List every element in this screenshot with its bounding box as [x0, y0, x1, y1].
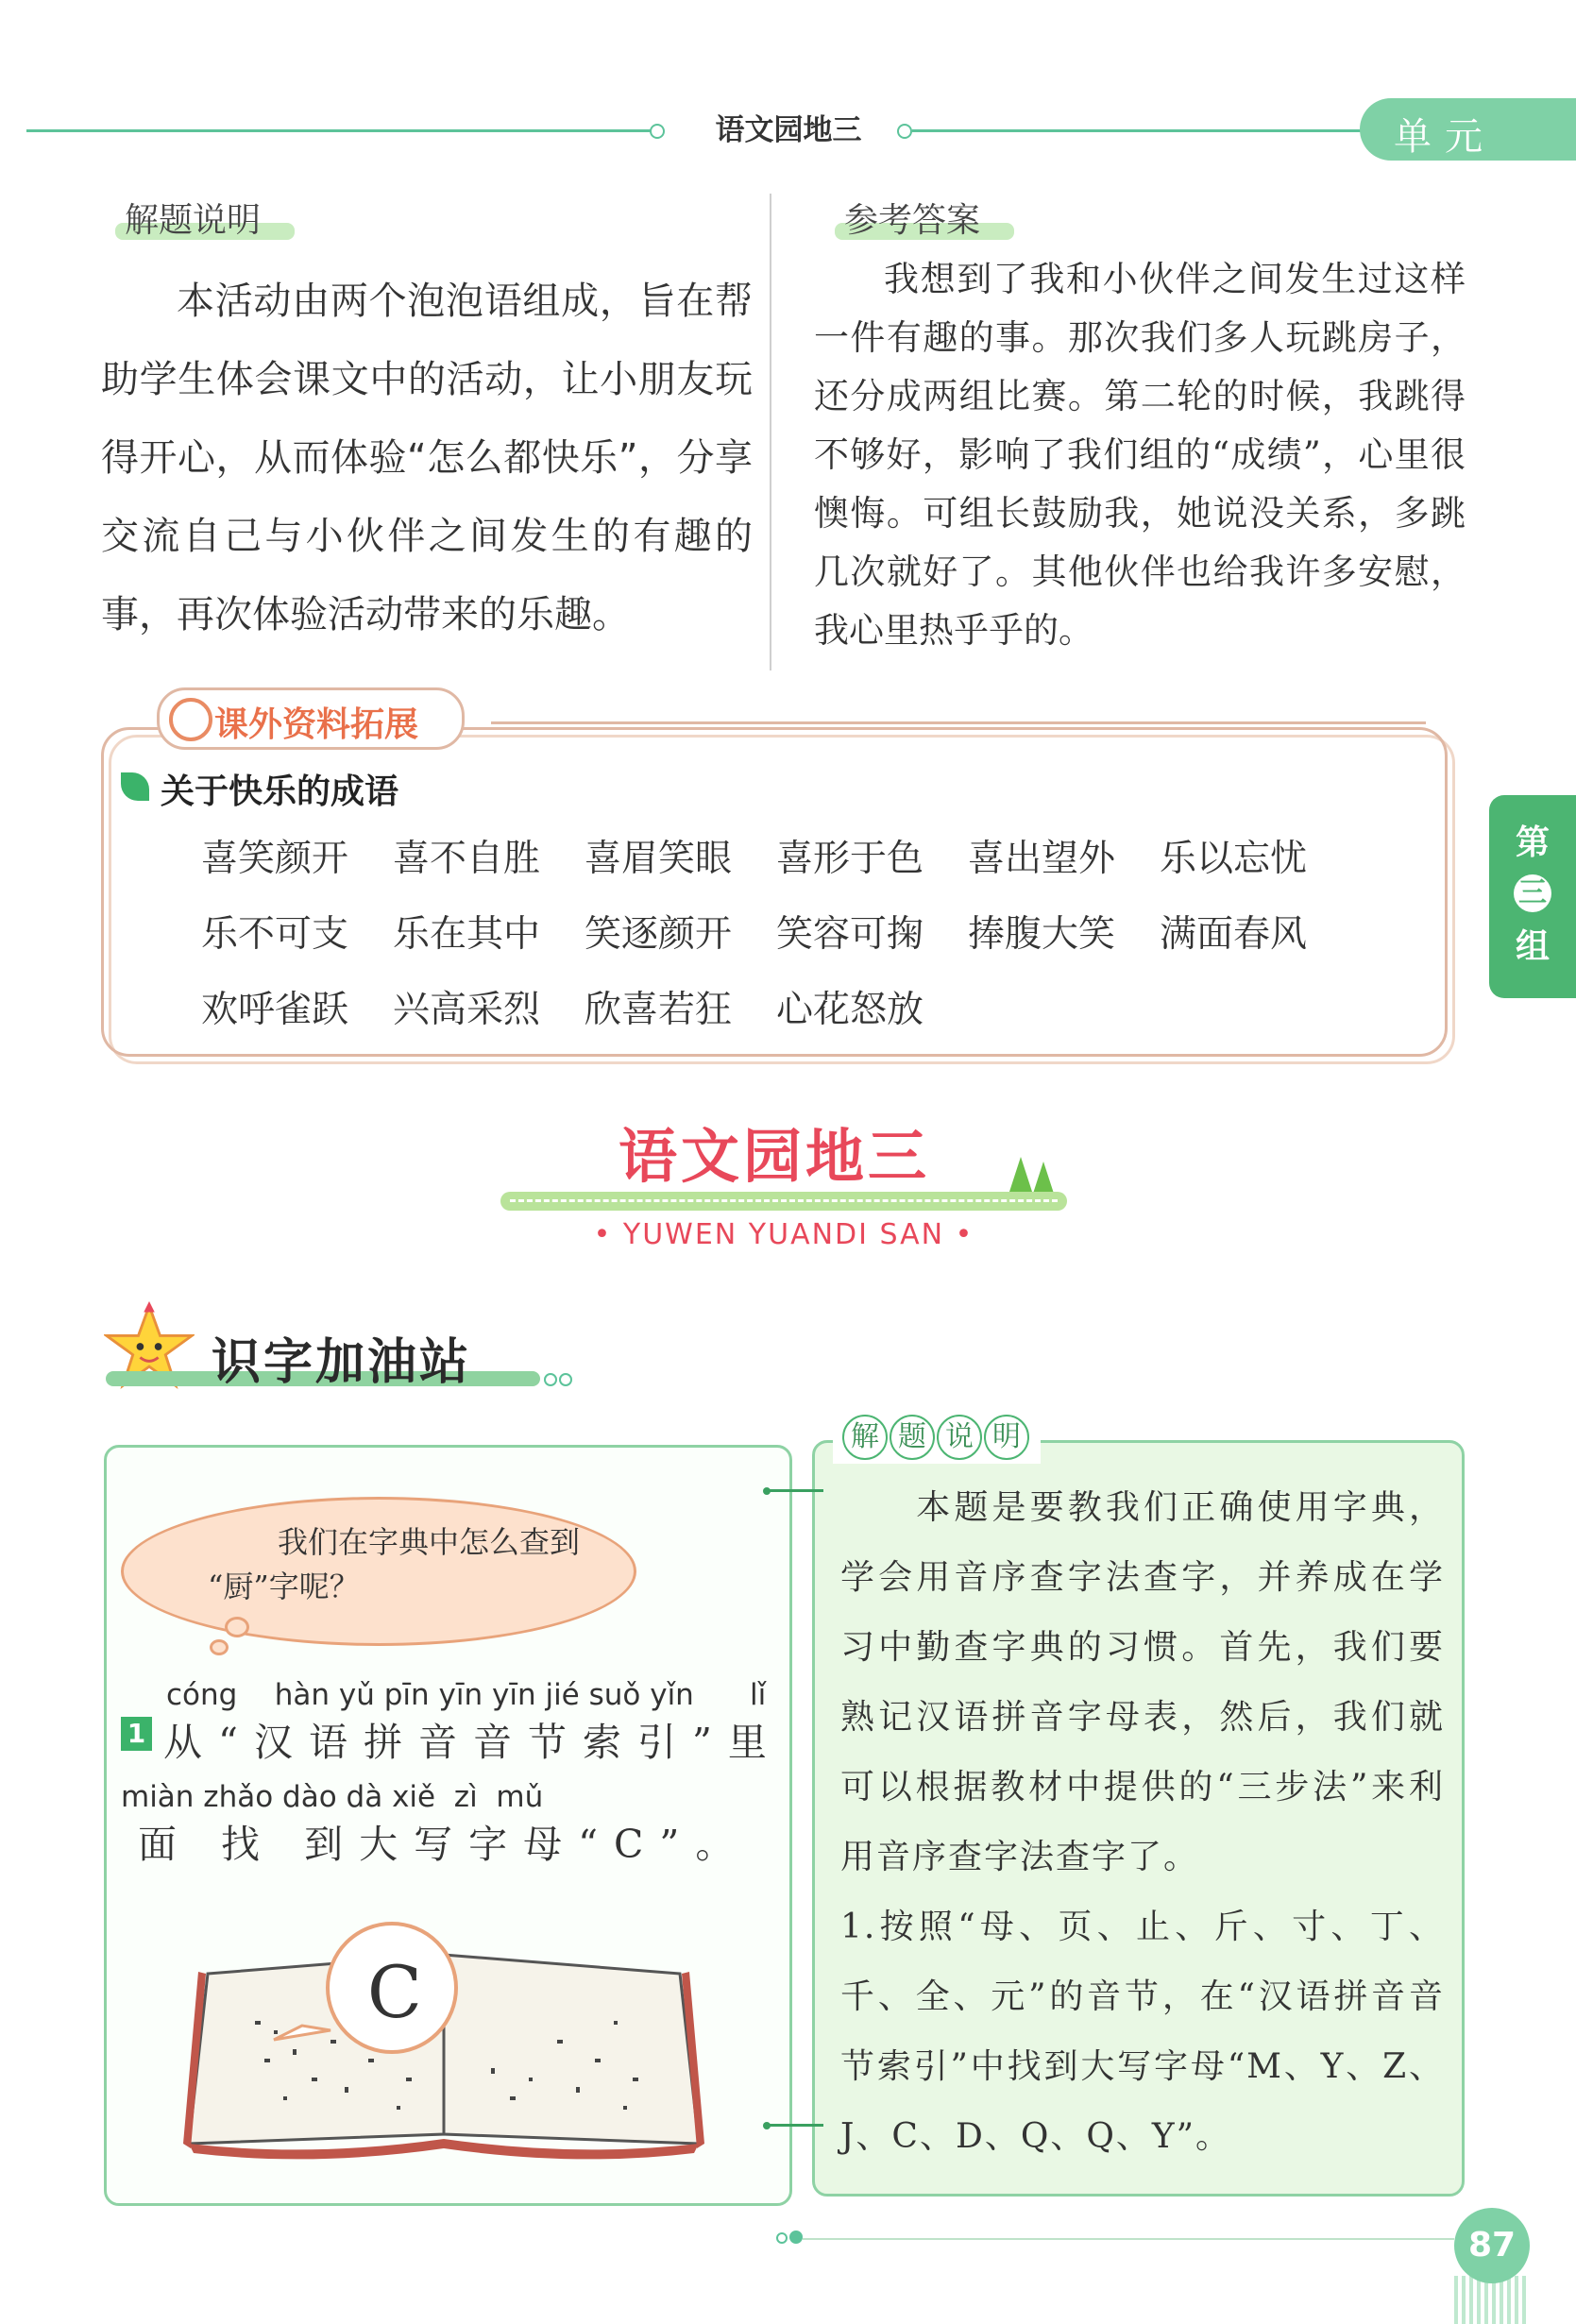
badge-char: 说: [937, 1415, 982, 1460]
idiom-item: 心花怒放: [776, 989, 924, 1031]
idiom-item: 乐在其中: [393, 913, 541, 956]
idiom-item: 捧腹大笑: [968, 913, 1116, 956]
bubble-line: “厨”字呢？: [208, 1569, 360, 1604]
footer-rule: [803, 2238, 1454, 2240]
explanation-text: [840, 1473, 1445, 2172]
shizi-title: 识字加油站: [212, 1334, 472, 1391]
badge-char: 明: [984, 1415, 1029, 1460]
explain-label: 解题说明: [119, 194, 266, 242]
circle-icon: [169, 698, 212, 741]
section-title-bar: [500, 1192, 1067, 1211]
explanation-para: 1.按照“母、页、止、斤、寸、丁、千、全、元”的音节，在“汉语拼音音节索引”中找到大写字母“M、Y、Z、J、C、D、Q、Q、Y”。: [840, 1908, 1445, 2156]
footer-dot: [776, 2232, 788, 2244]
section-subtitle: • YUWEN YUANDI SAN •: [593, 1218, 974, 1251]
unit-tab-label: 单元: [1394, 115, 1496, 159]
idiom-item: 乐以忘忧: [1160, 838, 1308, 880]
idiom-item: 乐不可支: [201, 913, 349, 956]
idiom-item: 欣喜若狂: [585, 989, 733, 1031]
answer-label: 参考答案: [839, 194, 986, 242]
connector: [767, 2124, 823, 2127]
exercise-text-line: 从“汉语拼音音节索引”里: [163, 1720, 783, 1765]
idiom-item: 喜不自胜: [393, 838, 541, 880]
idiom-item: 笑逐颜开: [585, 913, 733, 956]
page-number: 87: [1454, 2208, 1530, 2283]
column-divider: [770, 194, 771, 670]
idiom-item: 喜出望外: [968, 838, 1116, 880]
pinyin-line: miàn zhǎo dào dà xiě zì mǔ: [121, 1780, 544, 1814]
side-tab-bottom: 组: [1515, 927, 1550, 966]
shizi-dot: [544, 1373, 557, 1386]
exercise-text-line: 面 找 到大写字母“C”。: [138, 1822, 751, 1867]
footer-dot: [789, 2231, 803, 2244]
idiom-item: 笑容可掬: [776, 913, 924, 956]
bubble-line: 我们在字典中怎么查到: [278, 1524, 581, 1560]
extension-tag-label: 课外资料拓展: [214, 705, 419, 744]
idiom-item: 欢呼雀跃: [201, 989, 349, 1031]
answer-text: 我想到了我和小伙伴之间发生过这样一件有趣的事。那次我们多人玩跳房子，还分成两组比赛。第二轮的时候，我跳得不够好，影响了我们组的“成绩”，心里很懊悔。可组长鼓励我，她说没关系，多跳几次就好了。其他伙伴也给我许多安慰，我心里热乎乎的。: [814, 259, 1466, 651]
unit-tab: [1360, 98, 1576, 161]
badge-char: 解: [842, 1415, 888, 1460]
header-rule-left: [26, 129, 654, 132]
idiom-list: [201, 829, 1391, 1033]
extension-top-rule: [491, 721, 1426, 724]
side-tab-number: 三: [1514, 874, 1551, 912]
header-title: 语文园地三: [715, 113, 862, 147]
side-tab-top: 第: [1515, 823, 1550, 862]
idiom-item: 兴高采烈: [393, 989, 541, 1031]
bubble-tail-dot: [225, 1617, 249, 1637]
open-dictionary-illustration: [179, 1917, 708, 2181]
extension-tag: [157, 687, 465, 750]
header-rule-right: [912, 129, 1365, 132]
bubble-text: [208, 1520, 623, 1609]
explain-text: 本活动由两个泡泡语组成，旨在帮助学生体会课文中的活动，让小朋友玩得开心，从而体验“怎么都快乐”，分享交流自己与小伙伴之间发生的有趣的事，再次体验活动带来的乐趣。: [101, 280, 753, 636]
dictionary-letter: C: [366, 1950, 423, 2034]
chapter-side-tab: [1489, 795, 1576, 998]
header-dot-left: [650, 124, 665, 139]
connector: [767, 1489, 823, 1492]
idiom-item: 喜形于色: [776, 838, 924, 880]
bubble-tail-dot: [210, 1639, 229, 1655]
idiom-item: 喜眉笑眼: [585, 838, 733, 880]
header-dot-right: [897, 124, 912, 139]
tree-icon: [1008, 1157, 1033, 1195]
idiom-item: 喜笑颜开: [201, 838, 349, 880]
extension-subtitle: 关于快乐的成语: [161, 772, 399, 811]
idiom-item: 满面春风: [1160, 913, 1308, 956]
section-title: 语文园地三: [618, 1122, 930, 1191]
explanation-para: 本题是要教我们正确使用字典，学会用音序查字法查字，并养成在学习中勤查字典的习惯。首先，我们要熟记汉语拼音字母表，然后，我们就可以根据教材中提供的“三步法”来利用音序查字法查字了。: [840, 1488, 1445, 1876]
explain-label-badge: [833, 1415, 1041, 1464]
item-number: 1: [121, 1717, 152, 1751]
shizi-dot: [559, 1373, 572, 1386]
badge-char: 题: [890, 1415, 935, 1460]
pinyin-line: cóng hàn yǔ pīn yīn yīn jié suǒ yǐn lǐ: [166, 1678, 767, 1712]
